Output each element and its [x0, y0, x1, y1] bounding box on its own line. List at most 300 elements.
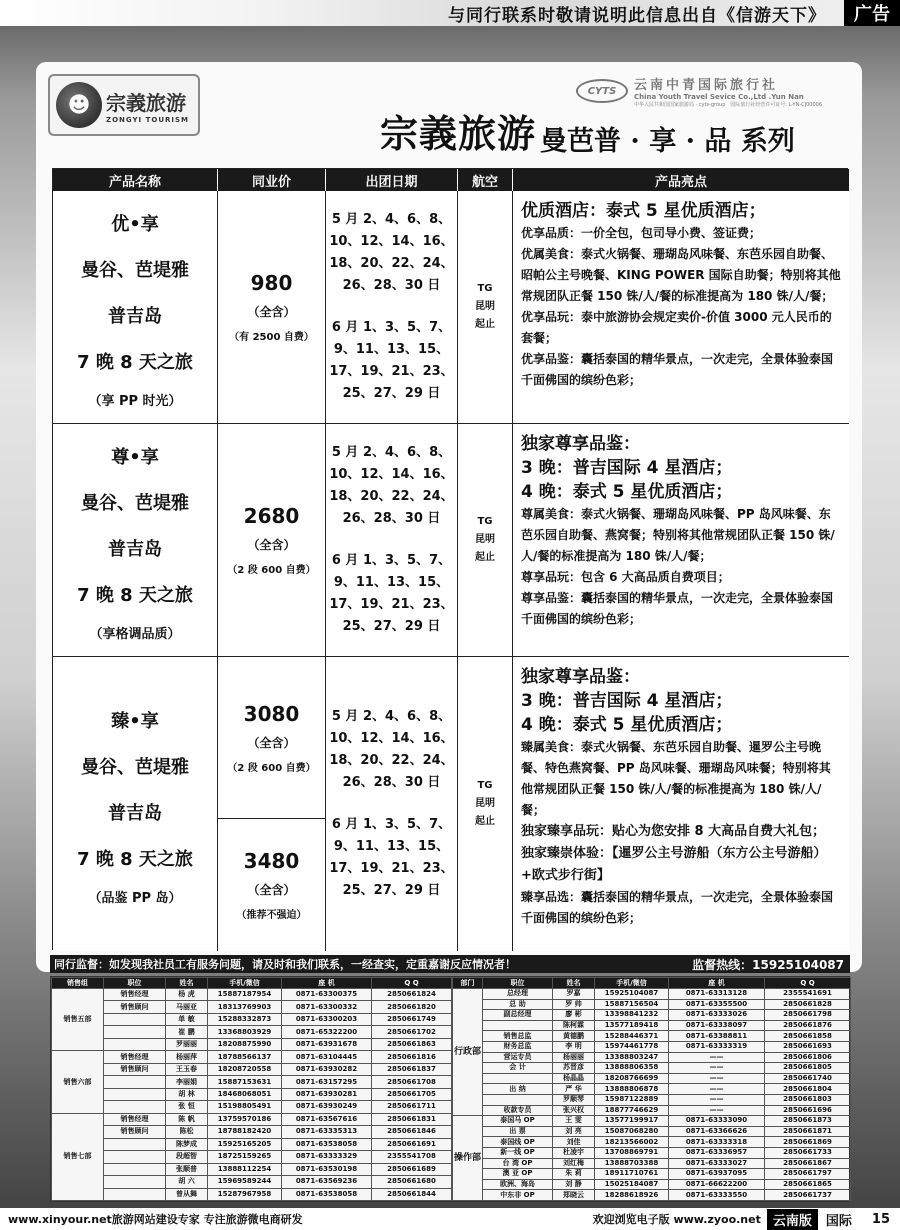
staff-name: 罗嘉 — [553, 989, 595, 1000]
staff-mobile: 15087068280 — [595, 1126, 669, 1137]
date-line: 17、19、21、23、 — [329, 861, 454, 876]
airline-cell — [458, 191, 513, 424]
date-line: 17、19、21、23、 — [329, 364, 454, 379]
staff-name: 李丽娟 — [166, 1076, 208, 1088]
staff-qq: 2850661837 — [372, 1063, 452, 1075]
table-row — [453, 999, 851, 1010]
staff-position: 财务总监 — [483, 1041, 553, 1052]
staff-landline: 0871-63930282 — [282, 1063, 372, 1075]
date-line: 25、27、29 日 — [342, 619, 441, 634]
staff-landline: 0871-63930249 — [282, 1101, 372, 1113]
staff-name: 罗 帅 — [553, 999, 595, 1010]
staff-position — [104, 1151, 166, 1163]
staff-landline: 0871-63931678 — [282, 1038, 372, 1050]
table-row — [453, 1052, 851, 1063]
table-row — [52, 1138, 452, 1150]
staff-name: 陈柯霖 — [553, 1020, 595, 1031]
sales-group-name: 销售六部 — [52, 1051, 104, 1113]
staff-mobile: 18208720558 — [208, 1063, 282, 1075]
staff-position — [104, 1188, 166, 1201]
staff-mobile: 18208875990 — [208, 1038, 282, 1050]
staff-name: 杨 虎 — [166, 989, 208, 1001]
staff-position — [104, 1076, 166, 1088]
date-line: 25、27、29 日 — [342, 386, 441, 401]
product-duration: 7 晚 8 天之旅 — [77, 584, 193, 606]
product-name: 优•享 — [111, 213, 159, 235]
staff-qq: 2850661871 — [765, 1126, 851, 1137]
highlights-cell — [513, 424, 849, 657]
product-name-cell — [53, 191, 218, 424]
dates-cell — [326, 657, 458, 951]
staff-column-header: 手机/微信 — [208, 978, 282, 989]
header-price: 同业价 — [218, 169, 326, 191]
staff-column-header: 部门 — [453, 978, 483, 989]
agency-logo — [576, 74, 856, 108]
staff-qq: 2850661740 — [765, 1073, 851, 1084]
staff-qq: 2850661824 — [372, 989, 452, 1001]
staff-position: 泰国马 OP — [483, 1116, 553, 1127]
staff-directory — [50, 976, 850, 1202]
highlight-line: 尊属美食：泰式火锅餐、珊瑚岛风味餐、PP 岛风味餐、东芭乐园自助餐、燕窝餐；特别将其他常规团队正餐 150 铢/人/餐的标准提高为 180 铢/人/餐； — [521, 507, 835, 563]
staff-name: 杨晶晶 — [553, 1073, 595, 1084]
staff-landline: 0871-63336957 — [669, 1147, 765, 1158]
staff-position: 销售顾问 — [104, 1063, 166, 1075]
staff-name: 黄德鹏 — [553, 1031, 595, 1042]
date-line: 6 月 1、3、5、7、 — [331, 553, 452, 568]
product-theme: （品鉴 PP 岛） — [88, 890, 182, 906]
staff-name: 罗顺琴 — [553, 1094, 595, 1105]
price-extra: （2 段 600 自费） — [227, 762, 316, 774]
highlight-line: 臻享品选：囊括泰国的精华景点，一次走完，全景体验泰国千面佛国的缤纷色彩； — [521, 890, 834, 925]
highlight-line: 4 晚：泰式 5 星优质酒店； — [521, 715, 733, 735]
staff-position: 总 助 — [483, 999, 553, 1010]
staff-mobile: 18877746629 — [595, 1105, 669, 1116]
price-cell — [218, 657, 326, 819]
date-line: 9、11、13、15、 — [333, 839, 450, 854]
staff-name: 廖 彬 — [553, 1010, 595, 1021]
highlights-cell — [513, 191, 849, 424]
date-line: 10、12、14、16、 — [329, 731, 454, 746]
staff-position: 销售经理 — [104, 989, 166, 1001]
staff-position: 中东非 OP — [483, 1190, 553, 1201]
price-extra: （有 2500 自费） — [229, 332, 314, 343]
staff-landline: 0871-63567616 — [282, 1113, 372, 1125]
table-row — [453, 1063, 851, 1074]
page-number: 15 — [871, 1211, 890, 1227]
staff-name: 陈 帆 — [166, 1113, 208, 1125]
highlights-cell — [513, 657, 849, 951]
table-row — [52, 989, 452, 1001]
product-name-cell — [53, 657, 218, 951]
airline-code: TG — [477, 283, 493, 294]
staff-mobile: 15887153631 — [208, 1076, 282, 1088]
airline-cell — [458, 424, 513, 657]
staff-mobile: 15025184087 — [595, 1179, 669, 1190]
staff-qq: 2850661733 — [765, 1147, 851, 1158]
date-line: 5 月 2、4、6、8、 — [331, 709, 452, 724]
table-row — [453, 1031, 851, 1042]
sales-group-name: 销售五部 — [52, 989, 104, 1051]
date-line: 10、12、14、16、 — [329, 234, 454, 249]
staff-qq: 2850661696 — [765, 1105, 851, 1116]
highlight-line: 优属美食：泰式火锅餐、珊瑚岛风味餐、东芭乐园自助餐、昭帕公主号晚餐、KING POWER 国际自助餐；特别将其他常规团队正餐 150 铢/人/餐的标准提高为 180 铢/人/餐； — [521, 247, 841, 303]
staff-position — [104, 1176, 166, 1188]
table-row — [52, 1038, 452, 1050]
staff-qq: 2850661873 — [765, 1116, 851, 1127]
staff-name: 李 明 — [553, 1041, 595, 1052]
date-line: 6 月 1、3、5、7、 — [331, 320, 452, 335]
staff-position — [483, 1094, 553, 1105]
zongyi-logo — [48, 74, 200, 136]
table-row — [453, 1073, 851, 1084]
staff-mobile: 18208766699 — [595, 1073, 669, 1084]
staff-landline: 0871-63300375 — [282, 989, 372, 1001]
staff-position — [483, 1020, 553, 1031]
staff-qq: 2850661798 — [765, 1010, 851, 1021]
staff-landline: 0871-63300332 — [282, 1001, 372, 1013]
staff-landline: 0871-63388811 — [669, 1031, 765, 1042]
table-row — [453, 1158, 851, 1169]
header-highlights: 产品亮点 — [513, 169, 849, 191]
price-extra: （2 段 600 自费） — [227, 565, 316, 576]
staff-column-header: 座 机 — [282, 978, 372, 989]
staff-landline: 0871-63335313 — [282, 1126, 372, 1138]
product-name: 臻•享 — [111, 710, 159, 732]
product-duration: 7 晚 8 天之旅 — [77, 351, 193, 373]
staff-qq: 2850661806 — [765, 1052, 851, 1063]
edition-tag: 云南版 — [767, 1209, 818, 1230]
staff-name: 王玉春 — [166, 1063, 208, 1075]
product-route: 曼谷、芭堤雅 — [81, 492, 189, 514]
staff-mobile: 13708869791 — [595, 1147, 669, 1158]
section-label: 国际 — [825, 1213, 852, 1229]
staff-name: 段超智 — [166, 1151, 208, 1163]
table-row — [52, 1126, 452, 1138]
date-line: 9、11、13、15、 — [333, 575, 450, 590]
staff-position: 会 计 — [483, 1063, 553, 1074]
product-table — [52, 168, 848, 950]
sales-group-name: 销售七部 — [52, 1113, 104, 1200]
staff-column-header: 座 机 — [669, 978, 765, 989]
highlight-line: 独家臻享品玩：贴心为您安排 8 大高品自费大礼包； — [521, 824, 826, 839]
staff-qq: 2850661867 — [765, 1158, 851, 1169]
staff-name: 张 恒 — [166, 1101, 208, 1113]
staff-mobile: 18788182420 — [208, 1126, 282, 1138]
staff-qq: 2850661689 — [372, 1163, 452, 1175]
table-row — [52, 1163, 452, 1175]
staff-landline: 0871-63333090 — [669, 1116, 765, 1127]
june-dates — [329, 550, 453, 638]
staff-mobile: 18468068051 — [208, 1088, 282, 1100]
staff-landline: 0871-63104445 — [282, 1051, 372, 1063]
staff-mobile: 18725159265 — [208, 1151, 282, 1163]
staff-qq: 2850661820 — [372, 1001, 452, 1013]
staff-mobile: 13577199917 — [595, 1116, 669, 1127]
table-row — [453, 1190, 851, 1201]
highlight-line: 3 晚：普吉国际 4 星酒店； — [521, 691, 733, 711]
staff-mobile: 13388803247 — [595, 1052, 669, 1063]
staff-qq: 2850661863 — [372, 1038, 452, 1050]
staff-qq: 2850661816 — [372, 1051, 452, 1063]
airline-note: 起止 — [475, 552, 495, 563]
product-island: 普吉岛 — [108, 802, 162, 824]
staff-position — [104, 1138, 166, 1150]
staff-name: 张顺普 — [166, 1163, 208, 1175]
staff-mobile: 15987122889 — [595, 1094, 669, 1105]
table-row — [453, 1041, 851, 1052]
department-name: 操作部 — [453, 1116, 483, 1201]
staff-qq: 2850661844 — [372, 1188, 452, 1201]
staff-qq: 2850661805 — [765, 1063, 851, 1074]
product-route: 曼谷、芭堤雅 — [81, 756, 189, 778]
staff-position: 副总经理 — [483, 1010, 553, 1021]
staff-column-header: 职位 — [104, 978, 166, 989]
staff-qq: 2850661749 — [372, 1013, 452, 1025]
date-line: 9、11、13、15、 — [333, 342, 450, 357]
date-line: 25、27、29 日 — [342, 883, 441, 898]
staff-landline: 0871-63355500 — [669, 999, 765, 1010]
staff-landline: 0871-63538058 — [282, 1138, 372, 1150]
highlight-line: 尊享品玩：包含 6 大高品质自费项目； — [521, 570, 730, 584]
highlight-line: 优享品玩：泰中旅游协会规定卖价-价值 3000 元人民币的套餐； — [521, 310, 832, 345]
date-line: 6 月 1、3、5、7、 — [331, 817, 452, 832]
staff-landline: 0871-63333550 — [669, 1190, 765, 1201]
staff-mobile: 15925165205 — [208, 1138, 282, 1150]
staff-position: 销售顾问 — [104, 1001, 166, 1013]
table-row — [453, 1126, 851, 1137]
date-line: 18、20、22、24、 — [329, 489, 454, 504]
supervision-hotline: 监督热线：15925104087 — [692, 957, 844, 972]
staff-mobile: 13577189418 — [595, 1020, 669, 1031]
staff-position: 销售经理 — [104, 1113, 166, 1125]
june-dates — [329, 814, 453, 902]
date-line: 18、20、22、24、 — [329, 753, 454, 768]
staff-position — [104, 1038, 166, 1050]
title-sub: 曼芭普 · 享 · 品 系列 — [540, 126, 795, 157]
staff-name: 张兴权 — [553, 1105, 595, 1116]
staff-name: 郑晓云 — [553, 1190, 595, 1201]
staff-qq: 2850661708 — [372, 1076, 452, 1088]
staff-landline: 0871-65322200 — [282, 1026, 372, 1038]
staff-landline: 0871-63333318 — [669, 1137, 765, 1148]
product-name-cell — [53, 424, 218, 657]
dates-cell — [326, 424, 458, 657]
staff-position: 新一线 OP — [483, 1147, 553, 1158]
price-cell — [218, 424, 326, 657]
staff-mobile: 13368803929 — [208, 1026, 282, 1038]
staff-position — [104, 1013, 166, 1025]
staff-position — [104, 1163, 166, 1175]
table-row — [453, 1105, 851, 1116]
staff-name: 王 雯 — [553, 1116, 595, 1127]
footer-right-text: 欢迎浏览电子版 www.zyoo.net — [592, 1213, 761, 1226]
staff-qq: 2850661804 — [765, 1084, 851, 1095]
staff-landline: 0871-63333026 — [669, 1010, 765, 1021]
dates-cell — [326, 191, 458, 424]
staff-qq: 2850661869 — [765, 1137, 851, 1148]
staff-name: 杨丽萍 — [166, 1051, 208, 1063]
staff-name: 曾从舞 — [166, 1188, 208, 1201]
airline-code: TG — [477, 780, 493, 791]
staff-mobile: 15288332873 — [208, 1013, 282, 1025]
staff-landline: 0871-63338097 — [669, 1020, 765, 1031]
table-row — [453, 1179, 851, 1190]
staff-qq: 2850661876 — [765, 1020, 851, 1031]
staff-mobile: 18213566002 — [595, 1137, 669, 1148]
product-theme: （享格调品质） — [89, 626, 181, 642]
highlight-line: 优质酒店：泰式 5 星优质酒店； — [521, 201, 766, 221]
logo-cn-text: 宗義旅游 — [106, 90, 186, 115]
staff-name: 胡 林 — [166, 1088, 208, 1100]
price-note: （全含） — [247, 538, 296, 552]
product-duration: 7 晚 8 天之旅 — [77, 848, 193, 870]
cyts-mark-icon: CYTS — [576, 79, 628, 103]
date-line: 17、19、21、23、 — [329, 597, 454, 612]
product-name: 尊•享 — [111, 446, 159, 468]
staff-mobile: 15288446371 — [595, 1031, 669, 1042]
highlight-line: 优享品鉴：囊括泰国的精华景点，一次走完，全景体验泰国千面佛国的缤纷色彩； — [521, 352, 834, 387]
table-row — [453, 1169, 851, 1180]
highlight-line: 独家臻崇体验：【暹罗公主号游船（东方公主号游船）+欧式步行街】 — [521, 846, 827, 883]
staff-name: 朱 莉 — [553, 1169, 595, 1180]
supervision-text: 同行监督：如发现我社员工有服务问题，请及时和我们联系，一经查实，定重嘉谢反应情况者！ — [54, 958, 516, 971]
table-row — [453, 989, 851, 1000]
staff-qq: 2850661858 — [765, 1031, 851, 1042]
staff-position — [104, 1088, 166, 1100]
staff-qq: 2850661693 — [765, 1041, 851, 1052]
page-footer — [0, 1208, 900, 1230]
department-name: 行政部 — [453, 989, 483, 1116]
date-line: 5 月 2、4、6、8、 — [331, 212, 452, 227]
source-note: 与同行联系时敬请说明此信息出自《信游天下》 — [448, 5, 826, 26]
staff-landline: 0871-63333319 — [669, 1041, 765, 1052]
staff-landline: —— — [669, 1094, 765, 1105]
table-row — [453, 1137, 851, 1148]
date-line: 26、28、30 日 — [342, 278, 441, 293]
staff-name: 罗丽丽 — [166, 1038, 208, 1050]
agency-cn-name: 云南中青国际旅行社 — [634, 78, 779, 93]
june-dates — [329, 317, 453, 405]
staff-qq: 2850661865 — [765, 1179, 851, 1190]
may-dates — [329, 442, 453, 530]
page-title — [380, 108, 850, 158]
staff-name: 刘 亮 — [553, 1126, 595, 1137]
staff-qq: 2850661691 — [372, 1138, 452, 1150]
table-row — [453, 1010, 851, 1021]
staff-qq: 2355541708 — [372, 1151, 452, 1163]
staff-mobile: 13759570186 — [208, 1113, 282, 1125]
date-line: 26、28、30 日 — [342, 775, 441, 790]
staff-landline: 0871-63300203 — [282, 1013, 372, 1025]
logo-mark-icon: ☻ — [56, 82, 102, 128]
title-main: 宗義旅游 — [380, 111, 537, 156]
product-route: 曼谷、芭堤雅 — [81, 259, 189, 281]
table-row — [52, 1176, 452, 1188]
staff-name: 胡 六 — [166, 1176, 208, 1188]
staff-position: 出 票 — [483, 1126, 553, 1137]
staff-mobile: 15887187954 — [208, 989, 282, 1001]
highlight-line: 4 晚：泰式 5 星优质酒店； — [521, 482, 733, 502]
staff-landline: 0871-63530198 — [282, 1163, 372, 1175]
staff-mobile: 15974461778 — [595, 1041, 669, 1052]
price-note: （全含） — [247, 735, 296, 750]
staff-name: 刘红梅 — [553, 1158, 595, 1169]
table-row — [453, 1116, 851, 1127]
header-name: 产品名称 — [53, 169, 218, 191]
staff-name: 陈梦成 — [166, 1138, 208, 1150]
staff-name: 崔 鹏 — [166, 1026, 208, 1038]
staff-mobile: 18788566137 — [208, 1051, 282, 1063]
price-value: 980 — [250, 271, 293, 295]
staff-mobile: 13888806358 — [595, 1063, 669, 1074]
staff-column-header: 销售组 — [52, 978, 104, 989]
staff-landline: 0871-63333329 — [282, 1151, 372, 1163]
airline-note: 起止 — [475, 816, 495, 827]
staff-name: 杨丽丽 — [553, 1052, 595, 1063]
highlight-line: 独家尊享品鉴： — [521, 434, 640, 454]
staff-position: 营运专员 — [483, 1052, 553, 1063]
staff-name: 刘佳 — [553, 1137, 595, 1148]
highlight-line: 独家尊享品鉴： — [521, 667, 640, 687]
header-dates: 出团日期 — [326, 169, 458, 191]
highlight-line: 优享品质：一价全包，包司导小费、签证费； — [521, 226, 762, 240]
office-staff-table — [452, 977, 851, 1201]
airline-cell — [458, 657, 513, 951]
staff-position — [104, 1026, 166, 1038]
staff-mobile: 13888806878 — [595, 1084, 669, 1095]
staff-mobile: 13888112254 — [208, 1163, 282, 1175]
staff-landline: 0871-63930281 — [282, 1088, 372, 1100]
airline-code: TG — [477, 516, 493, 527]
staff-mobile: 18288618926 — [595, 1190, 669, 1201]
table-row — [453, 1020, 851, 1031]
staff-landline: 0871-66622200 — [669, 1179, 765, 1190]
staff-position: 销售经理 — [104, 1051, 166, 1063]
staff-position: 收款专员 — [483, 1105, 553, 1116]
table-row — [52, 1051, 452, 1063]
staff-column-header: Q Q — [372, 978, 452, 989]
staff-mobile: 15969589244 — [208, 1176, 282, 1188]
logo-en-text: ZONGYI TOURISM — [106, 115, 189, 124]
table-row — [52, 1026, 452, 1038]
staff-landline: —— — [669, 1063, 765, 1074]
date-line: 26、28、30 日 — [342, 511, 441, 526]
staff-name: 杜凌宇 — [553, 1147, 595, 1158]
staff-qq: 2355541691 — [765, 989, 851, 1000]
staff-position: 澳 亚 OP — [483, 1169, 553, 1180]
staff-name: 严 华 — [553, 1084, 595, 1095]
staff-name: 刘 静 — [553, 1179, 595, 1190]
staff-position: 台 湾 OP — [483, 1158, 553, 1169]
price-cell — [218, 819, 326, 951]
table-row — [52, 1063, 452, 1075]
may-dates — [329, 209, 453, 297]
may-dates — [329, 706, 453, 794]
airline-city: 昆明 — [475, 534, 495, 545]
staff-mobile: 15887156504 — [595, 999, 669, 1010]
highlight-line: 3 晚：普吉国际 4 星酒店； — [521, 458, 733, 478]
staff-qq: 2850661831 — [372, 1113, 452, 1125]
staff-position: 泰国线 OP — [483, 1137, 553, 1148]
staff-name: 苏晋彦 — [553, 1063, 595, 1074]
staff-column-header: Q Q — [765, 978, 851, 989]
staff-landline: —— — [669, 1073, 765, 1084]
staff-landline: 0871-63937095 — [669, 1169, 765, 1180]
sales-staff-table — [51, 977, 452, 1201]
staff-column-header: 姓名 — [553, 978, 595, 989]
staff-column-header: 手机/微信 — [595, 978, 669, 989]
table-row — [453, 1084, 851, 1095]
